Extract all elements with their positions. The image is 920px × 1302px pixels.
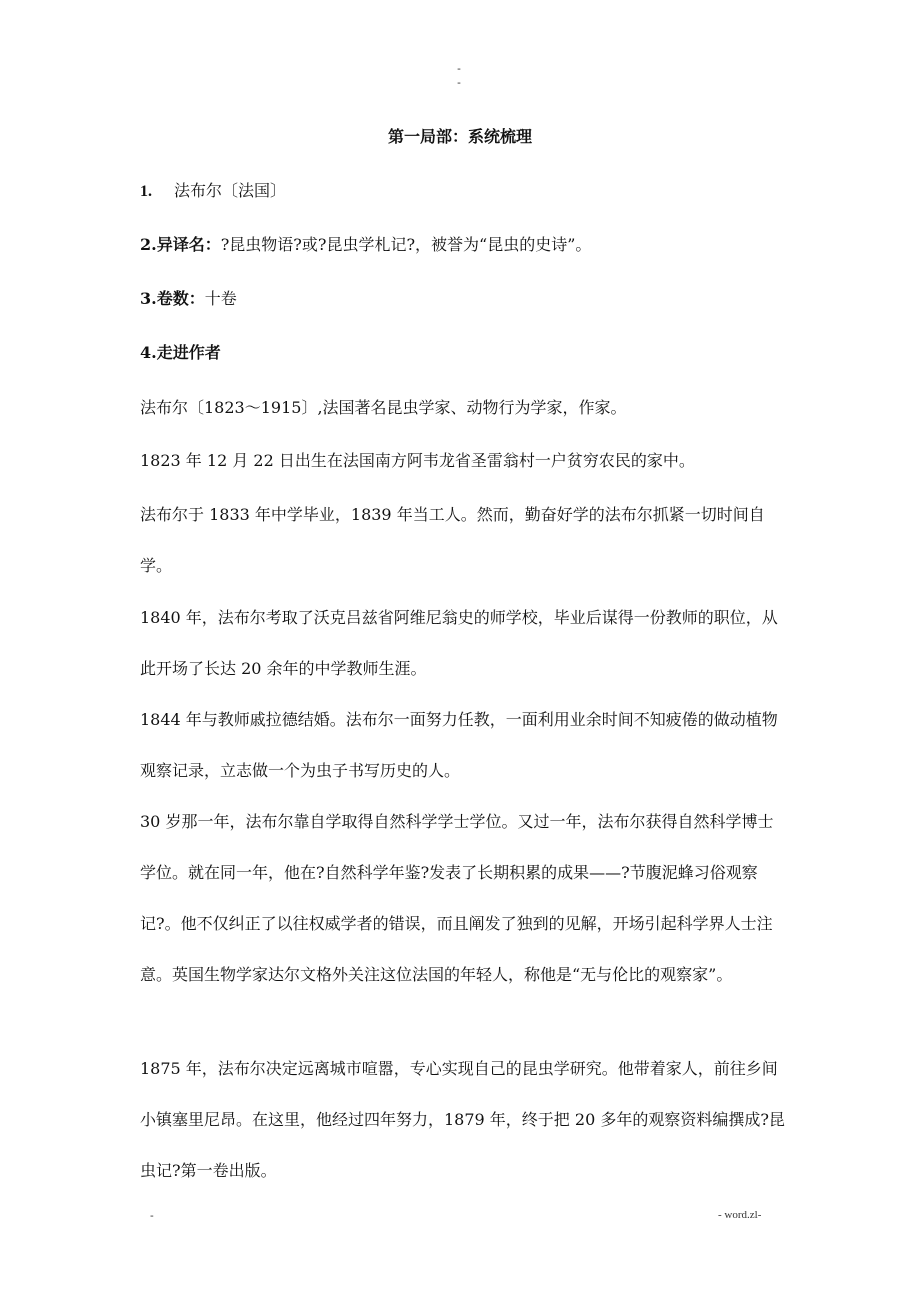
- page-title: 第一局部：系统梳理: [387, 127, 532, 146]
- section-4-heading: 4.走进作者: [140, 343, 221, 362]
- page-header: [452, 62, 466, 90]
- paragraph-degrees: 30 岁那一年，法布尔靠自学取得自然科学学士学位。又过一年，法布尔获得自然科学博士学位。就在同一年，他在?自然科学年鉴?发表了长期积累的成果——?节腹泥蜂习俗观察记?。他不仅纠正了以往权威学者的错误，而且阐发了独到的见解，开场引起科学界人士注意。英国生物学家达尔文格外关注这位法国的年轻人，称他是“无与伦比的观察家”。: [140, 812, 774, 984]
- section-3-label: 3.卷数：: [140, 289, 205, 308]
- paragraph-1875: 1875 年，法布尔决定远离城市喧嚣，专心实现自己的昆虫学研究。他带着家人，前往乡间小镇塞里尼昂。在这里，他经过四年努力，1879 年，终于把 20 多年的观察资料编撰成?昆虫记?第一卷出版。: [140, 1059, 785, 1180]
- paragraph-bio-intro: 法布尔〔1823～1915〕,法国著名昆虫学家、动物行为学家，作家。: [140, 398, 627, 417]
- footer-left: -: [150, 1209, 154, 1222]
- footer-right: - word.zl-: [718, 1209, 762, 1221]
- section-2-text: ?昆虫物语?或?昆虫学札记?，被誉为“昆虫的史诗”。: [220, 235, 592, 254]
- paragraph-teacher: 1840 年，法布尔考取了沃克吕兹省阿维尼翁史的师学校，毕业后谋得一份教师的职位，从此开场了长达 20 余年的中学教师生涯。: [140, 608, 778, 678]
- header-mark-top: -: [457, 62, 461, 75]
- paragraph-education: 法布尔于 1833 年中学毕业，1839 年当工人。然而，勤奋好学的法布尔抓紧一切时间自学。: [140, 505, 765, 575]
- section-1: [140, 178, 785, 205]
- section-2-label: 2.异译名：: [140, 235, 221, 254]
- section-1-text: 法布尔〔法国〕: [174, 181, 287, 200]
- section-3-text: 十卷: [204, 289, 237, 308]
- section-2: [140, 232, 785, 258]
- paragraph-birth: 1823 年 12 月 22 日出生在法国南方阿韦龙省圣雷翁村一户贫穷农民的家中。: [140, 451, 695, 470]
- section-1-number: 1.: [140, 183, 152, 200]
- section-3: [140, 286, 785, 312]
- paragraph-marriage: 1844 年与教师戚拉德结婚。法布尔一面努力任教，一面利用业余时间不知疲倦的做动植物观察记录，立志做一个为虫子书写历史的人。: [140, 710, 778, 780]
- header-mark-bottom: -: [457, 76, 461, 89]
